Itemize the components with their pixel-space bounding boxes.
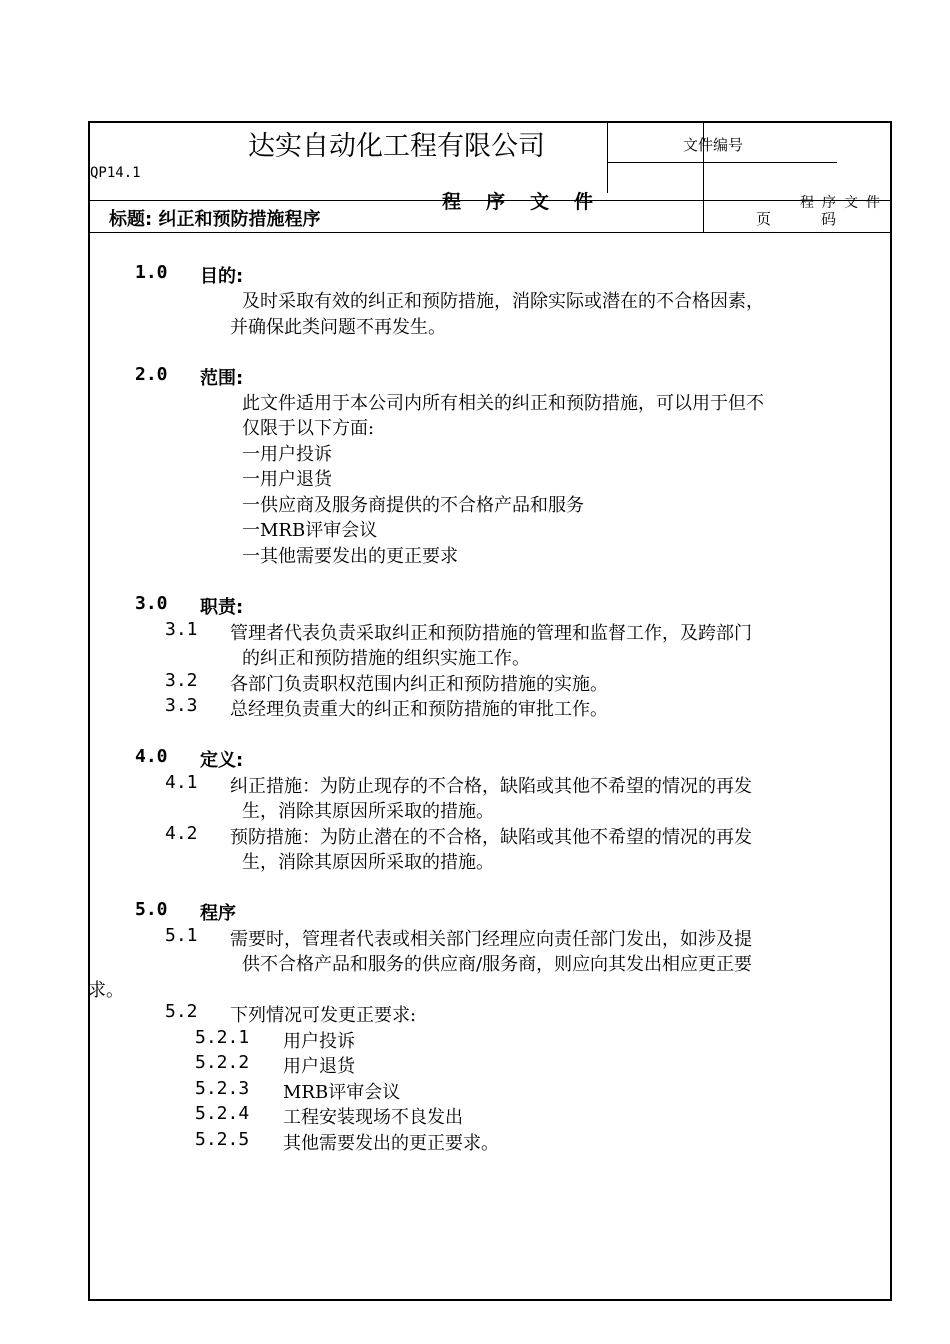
list-item: 一其他需要发出的更正要求	[242, 546, 458, 567]
body-line: 供不合格产品和服务的供应商/服务商，则应向其发出相应更正要	[242, 954, 753, 975]
header-divider	[607, 121, 608, 193]
body-line: 各部门负责职权范围内纠正和预防措施的实施。	[230, 674, 608, 695]
body-line: 此文件适用于本公司内所有相关的纠正和预防措施，可以用于但不	[242, 393, 764, 414]
doc-type-fragment-clipped	[800, 190, 888, 211]
company-name: 达实自动化工程有限公司	[248, 131, 545, 162]
subitem-text: 用户投诉	[283, 1031, 355, 1052]
doc-type: 程序文件	[442, 191, 619, 213]
page-title: 标题: 纠正和预防措施程序	[109, 209, 321, 230]
list-item: 一用户投诉	[242, 444, 332, 465]
list-item: 一用户退货	[242, 469, 332, 490]
item-number: 5.2	[165, 1001, 198, 1022]
subitem-text: MRB评审会议	[283, 1082, 401, 1103]
body-line: 及时采取有效的纠正和预防措施，消除实际或潜在的不合格因素，	[242, 291, 764, 312]
section-heading: 范围:	[200, 368, 244, 389]
subitem-number: 5.2.5	[195, 1129, 250, 1150]
list-item: 一供应商及服务商提供的不合格产品和服务	[242, 495, 584, 516]
body-line: 预防措施：为防止潜在的不合格，缺陷或其他不希望的情况的再发	[230, 827, 752, 848]
body-line: 总经理负责重大的纠正和预防措施的审批工作。	[230, 699, 608, 720]
file-code-label: 文件编号	[683, 136, 744, 154]
body-line: 纠正措施：为防止现存的不合格，缺陷或其他不希望的情况的再发	[230, 776, 752, 797]
item-number: 3.3	[165, 695, 198, 716]
section-number: 2.0	[135, 364, 168, 385]
list-item: 一MRB评审会议	[242, 520, 378, 541]
body-line: 的纠正和预防措施的组织实施工作。	[242, 648, 530, 669]
subitem-text: 工程安装现场不良发出	[283, 1107, 463, 1128]
item-number: 4.2	[165, 823, 198, 844]
section-number: 4.0	[135, 746, 168, 767]
body-line: 生，消除其原因所采取的措施。	[242, 801, 494, 822]
section-heading: 目的:	[200, 266, 244, 287]
subitem-number: 5.2.2	[195, 1052, 250, 1073]
subitem-text: 其他需要发出的更正要求。	[283, 1133, 499, 1154]
body-line: 需要时，管理者代表或相关部门经理应向责任部门发出，如涉及提	[230, 929, 752, 950]
header-divider	[88, 232, 892, 233]
doc-type-clipped	[400, 184, 620, 213]
item-number: 5.1	[165, 925, 198, 946]
subitem-text: 用户退货	[283, 1056, 355, 1077]
item-number: 3.1	[165, 619, 198, 640]
section-number: 3.0	[135, 593, 168, 614]
body-line: 并确保此类问题不再发生。	[230, 317, 446, 338]
section-heading: 职责:	[200, 597, 244, 618]
section-heading: 定义:	[200, 750, 244, 771]
body-line: 求。	[88, 980, 124, 1001]
doc-number: QP14.1	[90, 165, 141, 181]
section-number: 5.0	[135, 899, 168, 920]
subitem-number: 5.2.4	[195, 1103, 250, 1124]
doc-type-fragment: 程序文件	[800, 195, 888, 211]
section-number: 1.0	[135, 262, 168, 283]
subitem-number: 5.2.1	[195, 1027, 250, 1048]
header-divider	[607, 162, 837, 163]
item-number: 3.2	[165, 670, 198, 691]
body-line: 下列情况可发更正要求:	[230, 1005, 417, 1026]
body-line: 仅限于以下方面:	[242, 418, 375, 439]
body-line: 管理者代表负责采取纠正和预防措施的管理和监督工作，及跨部门	[230, 623, 752, 644]
subitem-number: 5.2.3	[195, 1078, 250, 1099]
item-number: 4.1	[165, 772, 198, 793]
section-heading: 程序	[200, 903, 236, 924]
page-number-label: 页码	[756, 210, 887, 228]
body-line: 生，消除其原因所采取的措施。	[242, 852, 494, 873]
